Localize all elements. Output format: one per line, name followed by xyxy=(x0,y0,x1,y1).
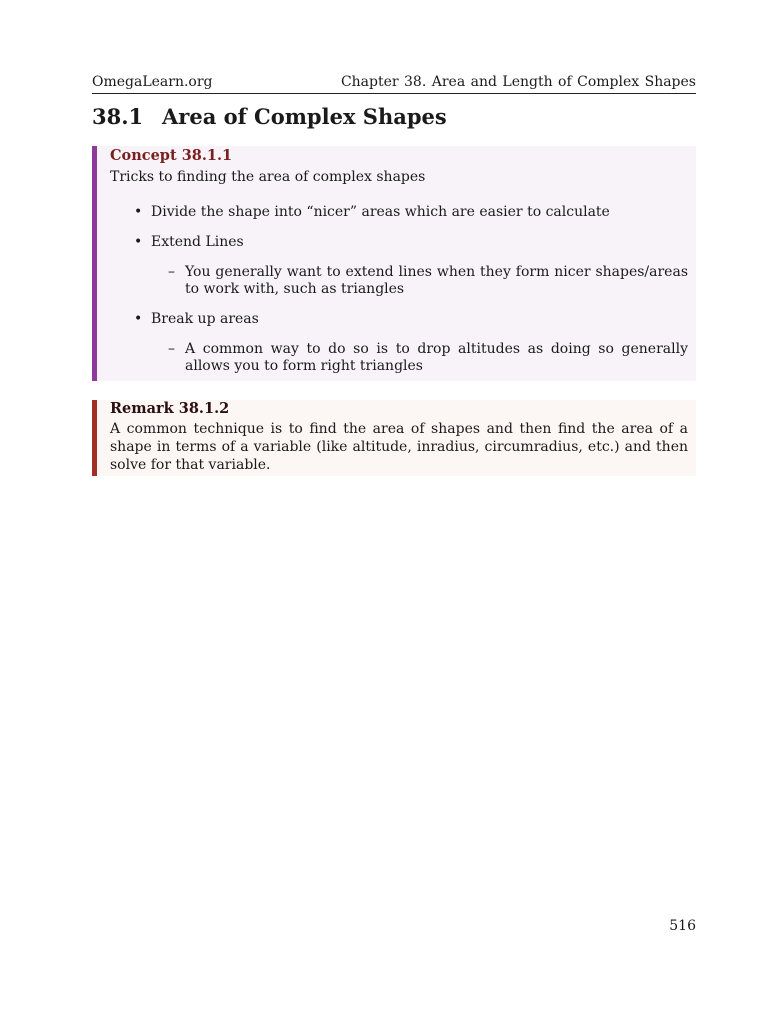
running-header xyxy=(92,73,696,94)
concept-box xyxy=(92,146,696,381)
remark-label: Remark 38.1.2 xyxy=(110,400,230,417)
header-chapter-title: Chapter 38. Area and Length of Complex Shapes xyxy=(340,74,696,90)
bullet-dot-icon: • xyxy=(134,311,143,327)
remark-box xyxy=(92,400,696,476)
sub-bullet-item xyxy=(168,341,688,375)
concept-label: Concept 38.1.1 xyxy=(110,147,233,164)
sub-bullet-item xyxy=(168,264,688,298)
bullet-dot-icon: • xyxy=(134,204,143,220)
section-number: 38.1 xyxy=(92,104,144,129)
section-title: Area of Complex Shapes xyxy=(162,104,447,129)
bullet-text: Divide the shape into “nicer” areas which are easier to calculate xyxy=(151,204,610,220)
remark-body: A common technique is to find the area of shapes and then find the area of a shape in terms of a variable (like altitude, inradius, circumradius, etc.) and then solve for that variable. xyxy=(110,421,688,473)
section-heading xyxy=(92,104,447,129)
concept-intro: Tricks to finding the area of complex shapes xyxy=(110,169,426,185)
header-site-name: OmegaLearn.org xyxy=(92,74,213,90)
bullet-text: Extend Lines xyxy=(151,234,244,250)
sub-bullet-text: You generally want to extend lines when they form nicer shapes/areas to work with, such as triangles xyxy=(185,264,688,297)
sub-bullet-text: A common way to do so is to drop altitudes as doing so generally allows you to form right triangles xyxy=(185,341,688,374)
bullet-dot-icon: • xyxy=(134,234,143,250)
dash-icon: – xyxy=(168,264,175,280)
page-number: 516 xyxy=(669,918,696,934)
bullet-text: Break up areas xyxy=(151,311,259,327)
dash-icon: – xyxy=(168,341,175,357)
